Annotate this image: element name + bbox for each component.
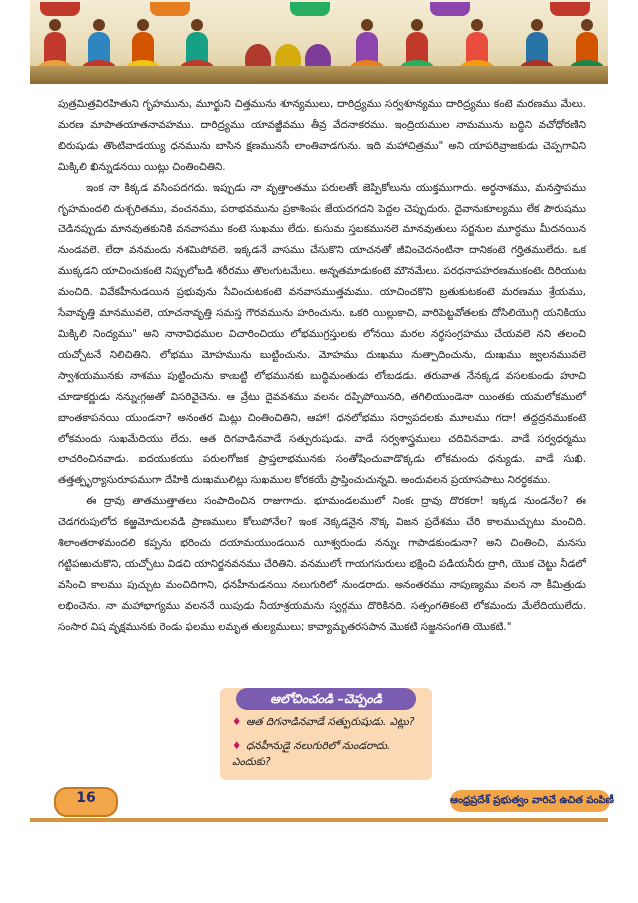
- question-text: ఆత దిగనాడినవాడే సత్పురుషుడు. ఎట్లు?: [246, 716, 415, 728]
- discussion-question: [232, 714, 414, 730]
- banner-bunting: [290, 2, 330, 16]
- paragraph: ఇంక నా కిక్కడ వసింపదగదు. ఇప్పుడు నా వృత్తాంతము పరులతోఁ జెప్పికోలును యుక్తముగాదు. అర్థనాశము, మనస్తాపము గృహమందలి దుశ్చరితము, వంచనము, పరాభవమును ప్రకాశింపఁ జేయదగదని పెద్దల చెప్పుదురు. దైవానుకూల్యము లేక పౌరుషము చెడినప్పుడు మానవుతకునికి వనవాసము కంటె సుఖము లేదు. కుసుమ స్తబకమునలె మానవుతులు సర్జనుల మూర్ధము మీదనయిన నుండవలె. లేదా వనమందు నశమిపోవలె. ఇక్కడనే వాసము చేసుకొని యాచనతో జీవించెదనంటినా దానికంటె గర్హితములేదు. ఒక ముక్కడని యాచించుకంటె నిప్పులోబడి శరీరము తొలఁగుటమేలు. అన్నతమాడుకంటె మౌనమేలు. పరధనాపహరణముకంటెఁ దిరియుట మంచిది. వివేకహీనుడయిన ప్రభువును సేవించుటకంటె వనవాసముత్తమము. యాచించకొని బ్రతుకుటకంటె మరణము శ్రేయము, సేవావృత్తి మానమువలె, యాచనావృత్తి సమస్త గౌరవమును హరించును. ఒకరి యిల్లుకాచి, వారిపెట్టవోతలకు దోసిలియొగ్గి యనికియు మిక్కిలి నింద్యము" అని నానావిధముల విచారించియు లోభముగ్రస్తులకు లోనయి మరల నర్థసంగ్రహము చేయవలె నని తలంచి యచ్చోటనే నిలిచితిని. లోభము మోహమును బుట్టించును. మోహము దుఃఖము నుత్పాదించును, దుఃఖము జ్వలనమువలె స్వాశయమునకు నాశము పుట్టించును కాఁబట్టి లోభమునకు బుద్ధిమంతుడు లోఁబడడు. తరువాత నేనక్కడ వసలకుండు హూచి చూడాకర్ణుడు నన్నుఁగ్గఱతో విసరివైచెను. ఆ వ్రేటు దైవవశము వలనఁ దప్పిపోయినది, తగిలియుండెనా యింతకు యమలోకములో బాంతకాపనయి యుండనా? అనంతర మిట్లు చింతించితిని, ఆహా! ధనలోభము సర్వాపదలకు మూలము గదా! తద్దద్రనముకంటె లోకమందు సుఖమేదియు లేదు. ఆత దిగవాడినవాడే సత్పురుషుడు. వాడే సర్వశాస్త్రములు చదివినవాడు. వాడే సర్వధర్మము లాచరించినవాడు. ఐదయుకయు పరులగోజక ప్రాప్తలాభమునకు సంతోషించువాడొక్కడు లోకమందు ధన్యుడు. వాడే సుఖి. తత్తత్పృర్యాసురూపముగా దేహికి దుఃఖములిట్లు సుఖముల కోరకయే ప్రాప్తించుచున్నవి. అందువలన ప్రయాసపాటు నిరర్థకము.: [58, 181, 586, 487]
- paragraph: పుత్రమిత్రవిరహితుని గృహమును, మూర్ఖుని చిత్తమును శూన్యములు, దారిద్ర్యము సర్వశూన్యము దారిద్ర్యము కంటె మరణము మేలు. మరణ మాపాతయాతనావహము. దారిద్ర్యము యావజ్జీవము తీవ్ర వేదనాకరము. ఇంద్రియముల నామమును బద్ధిని వచోధోరణిని బిరుషుడు తొంటివాడయ్యు ధనమును బాసిన క్షణమునసే లాంతివాడగును. ఇది మహాచిత్రము" అని యాపరివ్రాజకుడు చెప్పగావిని మిక్కిలి ఖిన్నుడనయి యిట్లు చింతించితిని.: [58, 98, 586, 173]
- page-number: 16: [76, 790, 96, 806]
- paragraph: ఈ ద్రావు తాతముత్తాతలు సంపాదించిన రాజుగాదు. భూమండలములో నింకఁ ద్రావు దొరకరా! ఇక్కడ నుండనేల? ఈ చెడగరుపులోద కఱ్ఱమోదులవడి ప్రాణములు కోలుపోనేల? ఇంక నెక్కడనైన నొక్క విజన ప్రదేశము చేరి కాలముచ్చుటు మంచిది. శిలాంతరాళమందలి కప్పను భరించు దయామయుండయిన యీశ్వరుండు నన్నుఁ గాపాడకుండునా? అని చింతించి, మనసు గట్టిపఱుచుకొని, యచ్చోటు విడచి యానిర్జనవనము చేరితిని. వనములోఁ గాయగసురులు భక్షించి పడియనీరు ద్రాగి, యొక చెట్టు నీడలో వసించి కాలము పుచ్చుట మంచిదిగాని, ధనహీనుడనయి నలుగురిలో నుండరాదు. అనంతరము నాపుణ్యము వలన నా కీమిత్రుడు లభించెను. నా మహాభాగ్యము వలననే యిపుడు నీయాశ్రయమను స్వర్గము దొరికినది. సత్సంగతికంటె లోకమందు మేలేదియులేదు. సంసార విష వృక్షమునకు రెండు ఫలము లమృత తుల్యములు; కావ్యామృతరసపాన మొకటి సజ్జనసంగతి యొకటి.": [58, 495, 586, 633]
- footer-tagline: ఆంధ్రప్రదేశ్ ప్రభుత్వం వారిచే ఉచిత పంపిణీ: [450, 790, 610, 812]
- banner-bunting: [40, 2, 80, 16]
- banner-ground: [30, 66, 608, 84]
- banner-bunting: [150, 2, 190, 16]
- footer-rule: [30, 818, 608, 822]
- question-text: ధనహీనుడై నలుగురిలో నుండరాదు. ఎందుకు?: [232, 740, 391, 768]
- diamond-bullet-icon: ♦: [232, 716, 242, 728]
- story-text: [58, 94, 586, 638]
- discussion-question: [232, 738, 422, 770]
- banner-bunting: [430, 2, 470, 16]
- banner-bunting: [550, 2, 590, 16]
- discussion-title: ఆలోచించండి –చెప్పండి: [236, 688, 416, 710]
- header-banner-illustration: [30, 0, 608, 84]
- diamond-bullet-icon: ♦: [232, 740, 242, 752]
